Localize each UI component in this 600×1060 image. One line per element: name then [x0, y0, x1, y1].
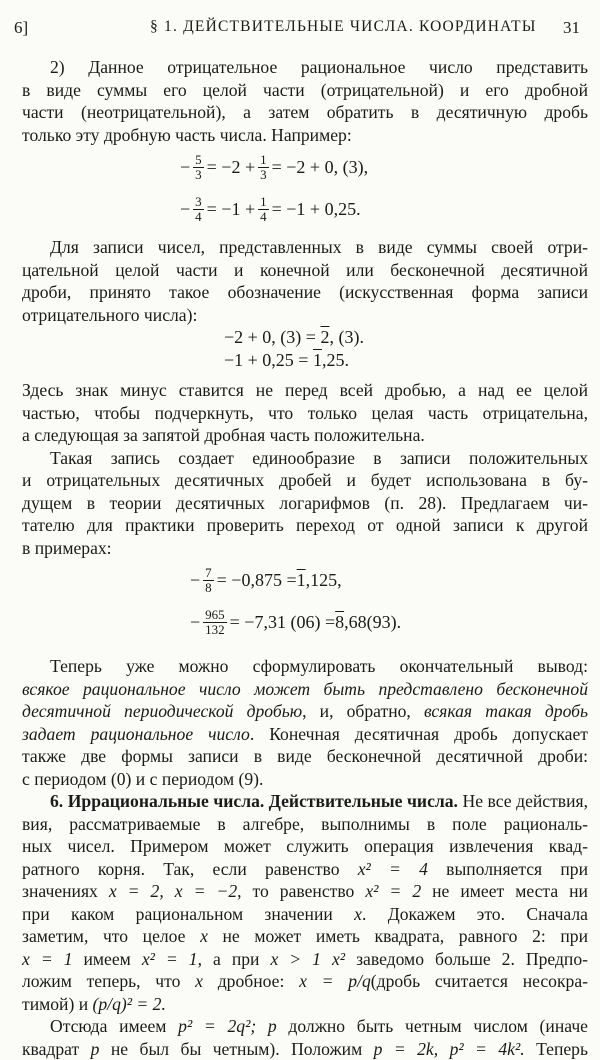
para-line: при каком рациональном значении x. Докажем это. Сначала [22, 903, 588, 926]
fraction: $\frac{7}{8}$ [203, 566, 214, 595]
para-line: x = 1 имеем x² = 1, а при x > 1 x² заведомо больше 2. Предпо- [22, 948, 588, 971]
para-line: 6. Иррациональные числа. Действительные числа. Не все действия, [22, 790, 588, 813]
fraction: $\frac{3}{4}$ [193, 195, 204, 224]
para-line: заметим, что целое x не может иметь квадрата, равного 2: при [22, 925, 588, 948]
para-line: в виде суммы его целой части (отрицательной) и его дробной [22, 79, 588, 102]
para-line: отрицательного числа): [22, 304, 588, 327]
para-line: а следующая за запятой дробная часть положительна. [22, 424, 588, 447]
para-line: Теперь уже можно сформулировать окончательный вывод: [22, 655, 588, 678]
fraction: $\frac{1}{3}$ [258, 153, 269, 182]
fraction: $\frac{5}{3}$ [193, 153, 204, 182]
para-line: квадрат p не был бы четным). Положим p = 2k, p² = 4k². Теперь [22, 1038, 588, 1060]
para-line: значениях x = 2, x = −2, то равенство x² = 2 не имеет места ни [22, 880, 588, 903]
para-line: десятичной периодической дробью, и, обратно, всякая такая дробь [22, 700, 588, 723]
para-line: задает рациональное число. Конечная десятичная дробь допускает [22, 723, 588, 746]
para-line: всякое рациональное число может быть представлено бесконечной [22, 678, 588, 701]
para-line: тателю для практики проверить переход от одной записи к другой [22, 514, 588, 537]
formula: −1 + 0,25 = 1,25. [22, 349, 588, 372]
formula: − $\frac{3}{4}$ = −1 + $\frac{1}{4}$ = −1 + 0,25. [22, 188, 588, 230]
para-line: дущем в теории десятичных логарифмов (п. 28). Предлагаем чи- [22, 492, 588, 515]
para-line: Для записи чисел, представленных в виде суммы своей отри- [22, 236, 588, 259]
formula: −2 + 0, (3) = 2, (3). [22, 326, 588, 349]
page-number: 31 [563, 18, 580, 38]
para-line: тимой) и (p/q)² = 2. [22, 993, 588, 1016]
page-body [22, 56, 588, 1060]
para-line: Здесь знак минус ставится не перед всей дробью, а над ее целой [22, 379, 588, 402]
para-line: в примерах: [22, 537, 588, 560]
section-marker: 6] [14, 18, 28, 38]
formula: − $\frac{5}{3}$ = −2 + $\frac{1}{3}$ = −2 + 0, (3), [22, 146, 588, 188]
para-line: дроби, принято такое обозначение (искусственная форма записи [22, 281, 588, 304]
para-line: с периодом (0) и с периодом (9). [22, 768, 588, 791]
para-line: только эту дробную часть числа. Например: [22, 124, 588, 147]
para-line: цательной целой части и конечной или бесконечной десятичной [22, 259, 588, 282]
para-line: частью, чтобы подчеркнуть, что только целая часть отрицательна, [22, 402, 588, 425]
formula: − $\frac{965}{132}$ = −7,31 (06) = 8 ,68(93). [22, 601, 588, 643]
running-header [14, 18, 586, 44]
para-line: вия, рассматриваемые в алгебре, выполнимы в поле рациональ- [22, 813, 588, 836]
para-line: 2) Данное отрицательное рациональное число представить [22, 56, 588, 79]
fraction: $\frac{965}{132}$ [203, 608, 227, 637]
para-line: и отрицательных десятичных дробей и будет использована в бу- [22, 469, 588, 492]
para-line: части (неотрицательной), а затем обратить в десятичную дробь [22, 101, 588, 124]
para-line: Отсюда имеем p² = 2q²; p должно быть четным числом (иначе [22, 1015, 588, 1038]
fraction: $\frac{1}{4}$ [258, 195, 269, 224]
para-line: Такая запись создает единообразие в записи положительных [22, 447, 588, 470]
para-line: ложим теперь, что x дробное: x = p/q(дробь считается несокра- [22, 970, 588, 993]
formula: − $\frac{7}{8}$ = −0,875 = 1 ,125, [22, 559, 588, 601]
para-line: ных чисел. Примером может служить операция извлечения квад- [22, 835, 588, 858]
running-title: § 1. ДЕЙСТВИТЕЛЬНЫЕ ЧИСЛА. КООРДИНАТЫ [150, 18, 537, 36]
section-heading: 6. Иррациональные числа. Действительные числа. [50, 791, 458, 811]
para-line: ратного корня. Так, если равенство x² = 4 выполняется при [22, 858, 588, 881]
para-line: также две формы записи в виде бесконечной десятичной дроби: [22, 745, 588, 768]
